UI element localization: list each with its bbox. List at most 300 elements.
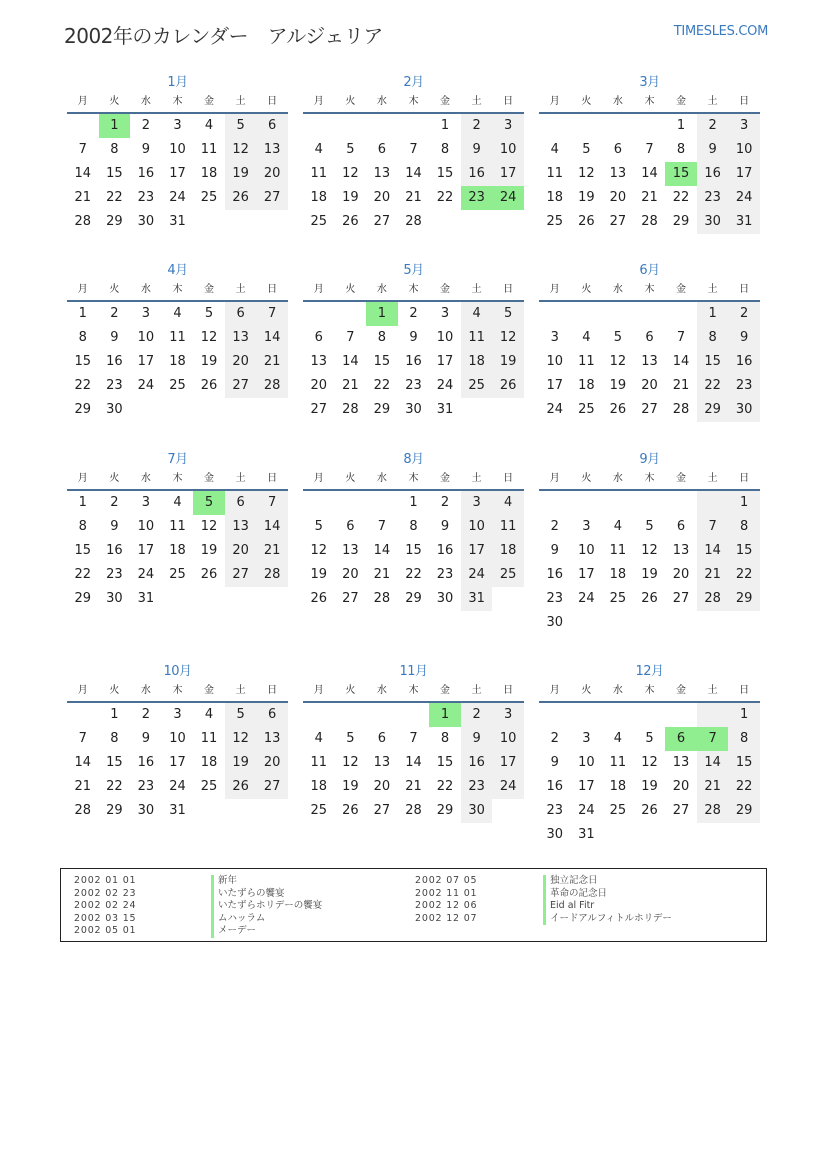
day-cell: 24 xyxy=(137,378,155,393)
day-cell: 7 xyxy=(697,515,729,539)
holiday-dates-left xyxy=(74,875,136,938)
day-cell: 30 xyxy=(137,803,155,818)
day-cell: 22 xyxy=(672,190,690,205)
weekday-label: 火 xyxy=(109,284,120,295)
day-cell: 20 xyxy=(609,190,627,205)
week-row xyxy=(539,302,760,326)
day-cell: 29 xyxy=(106,214,123,229)
day-cell: 27 xyxy=(641,402,658,417)
week-row xyxy=(539,162,760,186)
weekday-label: 木 xyxy=(172,473,183,484)
day-cell: 10 xyxy=(137,519,155,534)
week-row xyxy=(303,727,524,751)
day-cell: 7 xyxy=(645,142,654,157)
day-cell: 12 xyxy=(342,755,359,770)
day-cell: 9 xyxy=(461,138,493,162)
day-cell: 9 xyxy=(550,543,559,558)
weekday-label: 水 xyxy=(612,473,623,484)
week-row xyxy=(303,563,524,587)
week-row xyxy=(539,491,760,515)
day-cell: 15 xyxy=(405,543,422,558)
day-cell: 9 xyxy=(461,727,493,751)
day-cell: 26 xyxy=(492,374,524,398)
day-cell: 18 xyxy=(310,779,328,794)
day-cell: 26 xyxy=(578,214,595,229)
weekday-label: 金 xyxy=(676,284,687,295)
day-cell: 20 xyxy=(672,779,690,794)
day-cell: 24 xyxy=(169,779,186,794)
month-block xyxy=(303,661,524,823)
week-row xyxy=(539,703,760,727)
weekday-label: 火 xyxy=(581,473,592,484)
day-cell: 20 xyxy=(225,350,257,374)
day-cell: 6 xyxy=(225,491,257,515)
day-cell: 16 xyxy=(405,354,422,369)
day-cell: 14 xyxy=(256,515,288,539)
month-title: 12月 xyxy=(635,664,664,679)
day-cell: 24 xyxy=(578,591,595,606)
month-block xyxy=(67,661,288,823)
day-cell: 28 xyxy=(74,214,92,229)
day-cell: 31 xyxy=(728,210,760,234)
day-cell: 2 xyxy=(440,495,450,510)
weekday-label: 土 xyxy=(707,96,718,107)
day-cell: 22 xyxy=(697,374,729,398)
day-cell: 25 xyxy=(461,374,493,398)
month-block xyxy=(67,260,288,422)
day-cell: 5 xyxy=(314,519,323,534)
day-cell: 22 xyxy=(74,567,92,582)
empty-day-cell xyxy=(461,398,493,422)
day-cell: 11 xyxy=(200,142,218,157)
day-cell: 25 xyxy=(169,378,186,393)
empty-day-cell xyxy=(539,703,571,727)
day-cell: 16 xyxy=(546,779,564,794)
day-cell: 23 xyxy=(137,190,155,205)
day-cell: 18 xyxy=(609,567,627,582)
weekday-label: 土 xyxy=(235,473,246,484)
day-cell: 21 xyxy=(672,378,690,393)
day-cell: 29 xyxy=(697,398,729,422)
weekday-label: 水 xyxy=(612,284,623,295)
day-cell: 14 xyxy=(697,539,729,563)
day-cell: 22 xyxy=(106,190,123,205)
day-cell: 26 xyxy=(225,186,257,210)
day-cell: 28 xyxy=(641,214,658,229)
day-cell: 13 xyxy=(225,326,257,350)
day-cell: 30 xyxy=(461,799,493,823)
week-row xyxy=(67,727,288,751)
day-cell: 15 xyxy=(436,166,454,181)
day-cell: 25 xyxy=(546,214,564,229)
day-cell: 16 xyxy=(106,543,123,558)
day-cell: 4 xyxy=(613,731,623,746)
holiday-date: 2002 12 06 xyxy=(415,900,478,911)
weekday-label: 水 xyxy=(140,284,151,295)
day-cell: 25 xyxy=(169,567,186,582)
week-row xyxy=(303,799,524,823)
day-cell: 24 xyxy=(436,378,454,393)
empty-day-cell xyxy=(697,823,729,847)
empty-day-cell xyxy=(130,398,162,422)
day-cell: 5 xyxy=(582,142,591,157)
day-cell: 21 xyxy=(256,539,288,563)
week-row xyxy=(539,727,760,751)
weekday-label: 土 xyxy=(707,284,718,295)
day-cell: 29 xyxy=(106,803,123,818)
day-cell: 29 xyxy=(728,799,760,823)
month-title: 7月 xyxy=(167,452,188,467)
week-row xyxy=(67,703,288,727)
day-cell: 16 xyxy=(106,354,123,369)
weekday-header xyxy=(539,471,760,491)
week-row xyxy=(303,751,524,775)
day-cell: 6 xyxy=(676,519,686,534)
day-cell: 19 xyxy=(578,190,595,205)
day-cell: 17 xyxy=(578,779,595,794)
day-cell: 1 xyxy=(440,118,450,133)
weekday-label: 日 xyxy=(267,685,278,696)
week-row xyxy=(67,350,288,374)
day-cell: 12 xyxy=(342,166,359,181)
day-cell: 23 xyxy=(461,775,493,799)
day-cell: 8 xyxy=(697,326,729,350)
day-cell: 18 xyxy=(461,350,493,374)
day-cell: 24 xyxy=(492,775,524,799)
week-row xyxy=(67,210,288,234)
day-cell: 18 xyxy=(169,543,186,558)
day-cell: 20 xyxy=(672,567,690,582)
weekday-label: 木 xyxy=(644,473,655,484)
day-cell: 14 xyxy=(74,755,92,770)
week-row xyxy=(539,210,760,234)
weekday-label: 金 xyxy=(204,284,215,295)
weekday-label: 木 xyxy=(408,96,419,107)
day-cell: 2 xyxy=(697,114,729,138)
day-cell: 17 xyxy=(546,378,564,393)
week-row xyxy=(539,587,760,611)
empty-day-cell xyxy=(697,491,729,515)
day-cell: 5 xyxy=(225,703,257,727)
weekday-label: 月 xyxy=(313,685,324,696)
day-cell: 17 xyxy=(169,166,186,181)
month-block xyxy=(539,72,760,234)
day-cell: 6 xyxy=(377,731,387,746)
weekday-label: 火 xyxy=(345,284,356,295)
day-cell: 21 xyxy=(342,378,359,393)
weekday-header xyxy=(539,94,760,114)
day-cell: 27 xyxy=(225,374,257,398)
day-cell: 11 xyxy=(609,543,627,558)
empty-day-cell xyxy=(225,210,257,234)
day-cell: 3 xyxy=(582,519,591,534)
day-cell: 16 xyxy=(137,755,155,770)
day-cell: 2 xyxy=(550,519,559,534)
day-cell: 17 xyxy=(137,543,155,558)
empty-day-cell xyxy=(492,799,524,823)
day-cell: 22 xyxy=(436,190,454,205)
day-cell: 30 xyxy=(137,214,155,229)
day-cell: 28 xyxy=(697,799,729,823)
day-cell: 28 xyxy=(74,803,92,818)
week-row xyxy=(539,611,760,635)
day-cell: 10 xyxy=(461,515,493,539)
weekday-label: 金 xyxy=(676,96,687,107)
weekday-label: 月 xyxy=(549,685,560,696)
weekday-label: 火 xyxy=(581,96,592,107)
weekday-label: 水 xyxy=(140,473,151,484)
day-cell: 3 xyxy=(492,703,524,727)
holiday-names-right xyxy=(543,875,672,925)
week-row xyxy=(303,587,524,611)
day-cell: 12 xyxy=(492,326,524,350)
empty-day-cell xyxy=(193,398,225,422)
day-cell: 26 xyxy=(200,378,218,393)
empty-day-cell xyxy=(335,703,367,727)
day-cell: 23 xyxy=(546,803,564,818)
day-cell: 18 xyxy=(546,190,564,205)
day-cell: 20 xyxy=(373,190,391,205)
holiday-day-cell: 24 xyxy=(492,186,524,210)
day-cell: 3 xyxy=(461,491,493,515)
day-cell: 20 xyxy=(373,779,391,794)
empty-day-cell xyxy=(303,491,335,515)
week-row xyxy=(67,326,288,350)
week-row xyxy=(67,775,288,799)
day-cell: 2 xyxy=(110,495,119,510)
day-cell: 17 xyxy=(492,162,524,186)
weekday-header xyxy=(539,282,760,302)
day-cell: 13 xyxy=(373,755,391,770)
day-cell: 20 xyxy=(256,751,288,775)
day-cell: 18 xyxy=(200,166,218,181)
day-cell: 29 xyxy=(74,402,92,417)
month-block xyxy=(67,72,288,234)
day-cell: 4 xyxy=(173,495,182,510)
day-cell: 24 xyxy=(546,402,564,417)
holiday-day-cell: 1 xyxy=(99,114,131,138)
day-cell: 1 xyxy=(728,703,760,727)
empty-day-cell xyxy=(67,703,99,727)
holiday-date: 2002 02 24 xyxy=(74,900,137,911)
week-row xyxy=(303,350,524,374)
week-row xyxy=(539,138,760,162)
day-cell: 30 xyxy=(546,827,564,842)
weekday-label: 月 xyxy=(549,284,560,295)
empty-day-cell xyxy=(492,210,524,234)
week-row xyxy=(303,302,524,326)
holiday-names-left xyxy=(211,875,322,938)
day-cell: 14 xyxy=(256,326,288,350)
day-cell: 18 xyxy=(492,539,524,563)
day-cell: 11 xyxy=(310,166,328,181)
day-cell: 8 xyxy=(676,142,686,157)
day-cell: 28 xyxy=(256,563,288,587)
day-cell: 25 xyxy=(492,563,524,587)
day-cell: 27 xyxy=(373,803,391,818)
empty-day-cell xyxy=(492,587,524,611)
week-row xyxy=(67,799,288,823)
day-cell: 20 xyxy=(342,567,359,582)
empty-day-cell xyxy=(602,491,634,515)
day-cell: 13 xyxy=(256,727,288,751)
day-cell: 13 xyxy=(342,543,359,558)
day-cell: 13 xyxy=(672,543,690,558)
empty-day-cell xyxy=(461,210,493,234)
day-cell: 27 xyxy=(672,803,690,818)
day-cell: 27 xyxy=(225,563,257,587)
day-cell: 24 xyxy=(461,563,493,587)
day-cell: 22 xyxy=(728,775,760,799)
day-cell: 29 xyxy=(405,591,422,606)
day-cell: 2 xyxy=(728,302,760,326)
day-cell: 13 xyxy=(641,354,658,369)
weekday-label: 日 xyxy=(267,284,278,295)
day-cell: 27 xyxy=(256,775,288,799)
week-row xyxy=(539,775,760,799)
day-cell: 11 xyxy=(492,515,524,539)
day-cell: 29 xyxy=(728,587,760,611)
weekday-label: 金 xyxy=(440,284,451,295)
day-cell: 3 xyxy=(173,707,182,722)
weekday-label: 木 xyxy=(644,284,655,295)
day-cell: 13 xyxy=(609,166,627,181)
day-cell: 28 xyxy=(697,587,729,611)
day-cell: 1 xyxy=(78,495,87,510)
holiday-day-cell: 23 xyxy=(461,186,493,210)
day-cell: 3 xyxy=(492,114,524,138)
day-cell: 8 xyxy=(110,731,119,746)
empty-day-cell xyxy=(303,703,335,727)
empty-day-cell xyxy=(728,611,760,635)
empty-day-cell xyxy=(429,210,461,234)
day-cell: 22 xyxy=(436,779,454,794)
empty-day-cell xyxy=(193,210,225,234)
week-row xyxy=(67,114,288,138)
day-cell: 26 xyxy=(641,591,658,606)
weekday-label: 月 xyxy=(549,96,560,107)
day-cell: 8 xyxy=(110,142,119,157)
weekday-label: 日 xyxy=(739,96,750,107)
week-row xyxy=(303,162,524,186)
day-cell: 8 xyxy=(78,330,87,345)
weekday-label: 木 xyxy=(408,685,419,696)
day-cell: 31 xyxy=(169,214,186,229)
day-cell: 15 xyxy=(373,354,391,369)
month-title: 2月 xyxy=(403,75,424,90)
holiday-day-cell: 6 xyxy=(665,727,697,751)
day-cell: 4 xyxy=(461,302,493,326)
day-cell: 22 xyxy=(106,779,123,794)
weekday-label: 日 xyxy=(503,284,514,295)
empty-day-cell xyxy=(697,611,729,635)
day-cell: 30 xyxy=(697,210,729,234)
day-cell: 26 xyxy=(342,214,359,229)
holiday-date: 2002 12 07 xyxy=(415,912,478,924)
weekday-label: 月 xyxy=(77,685,88,696)
day-cell: 3 xyxy=(550,330,559,345)
day-cell: 23 xyxy=(137,779,155,794)
day-cell: 19 xyxy=(492,350,524,374)
empty-day-cell xyxy=(492,398,524,422)
day-cell: 18 xyxy=(609,779,627,794)
holiday-date: 2002 05 01 xyxy=(74,925,137,936)
weekday-label: 土 xyxy=(471,284,482,295)
weekday-label: 水 xyxy=(376,685,387,696)
day-cell: 1 xyxy=(697,302,729,326)
day-cell: 18 xyxy=(310,190,328,205)
weekday-label: 日 xyxy=(503,473,514,484)
day-cell: 19 xyxy=(342,190,359,205)
weekday-label: 土 xyxy=(235,284,246,295)
day-cell: 13 xyxy=(672,755,690,770)
week-row xyxy=(67,751,288,775)
day-cell: 7 xyxy=(377,519,387,534)
day-cell: 31 xyxy=(436,402,454,417)
day-cell: 10 xyxy=(578,543,595,558)
day-cell: 25 xyxy=(609,803,627,818)
holiday-name: 革命の記念日 xyxy=(543,888,672,901)
weekday-label: 金 xyxy=(204,96,215,107)
day-cell: 31 xyxy=(169,803,186,818)
site-link[interactable]: TIMESLES.COM xyxy=(673,24,768,39)
day-cell: 17 xyxy=(728,162,760,186)
day-cell: 27 xyxy=(609,214,627,229)
weekday-label: 土 xyxy=(707,685,718,696)
day-cell: 15 xyxy=(74,543,92,558)
day-cell: 6 xyxy=(256,114,288,138)
weekday-header xyxy=(67,471,288,491)
day-cell: 22 xyxy=(74,378,92,393)
empty-day-cell xyxy=(335,114,367,138)
day-cell: 15 xyxy=(697,350,729,374)
holiday-day-cell: 5 xyxy=(193,491,225,515)
empty-day-cell xyxy=(193,799,225,823)
day-cell: 5 xyxy=(645,519,654,534)
day-cell: 12 xyxy=(200,519,218,534)
day-cell: 7 xyxy=(256,302,288,326)
day-cell: 2 xyxy=(110,306,119,321)
empty-day-cell xyxy=(67,114,99,138)
month-block xyxy=(67,449,288,611)
day-cell: 26 xyxy=(641,803,658,818)
day-cell: 4 xyxy=(314,142,323,157)
holiday-list xyxy=(60,868,767,942)
day-cell: 1 xyxy=(676,118,686,133)
empty-day-cell xyxy=(728,823,760,847)
day-cell: 26 xyxy=(225,775,257,799)
month-title: 5月 xyxy=(403,263,424,278)
day-cell: 1 xyxy=(728,491,760,515)
empty-day-cell xyxy=(398,703,430,727)
day-cell: 12 xyxy=(225,727,257,751)
holiday-name: 新年 xyxy=(211,875,322,888)
empty-day-cell xyxy=(366,703,398,727)
day-cell: 6 xyxy=(645,330,654,345)
week-row xyxy=(67,587,288,611)
holiday-name: いたずらホリデーの饗宴 xyxy=(211,900,322,913)
day-cell: 14 xyxy=(74,166,92,181)
empty-day-cell xyxy=(256,398,288,422)
empty-day-cell xyxy=(602,302,634,326)
day-cell: 31 xyxy=(578,827,595,842)
weekday-label: 土 xyxy=(235,685,246,696)
day-cell: 26 xyxy=(200,567,218,582)
day-cell: 8 xyxy=(728,727,760,751)
week-row xyxy=(67,539,288,563)
holiday-day-cell: 1 xyxy=(429,703,461,727)
day-cell: 26 xyxy=(609,402,627,417)
